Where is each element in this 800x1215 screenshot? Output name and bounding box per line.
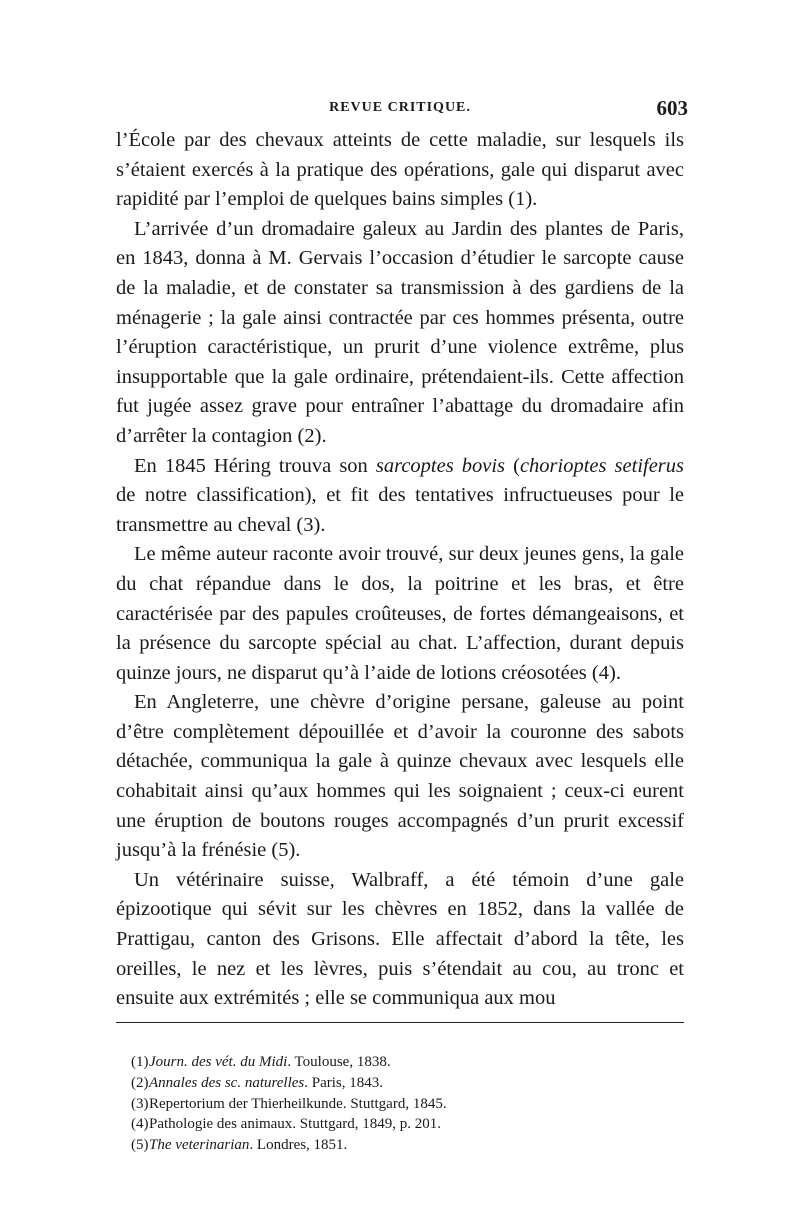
italic-term: sarcoptes bovis (375, 454, 506, 477)
footnote-text: . Paris, 1843. (304, 1074, 384, 1091)
footnote-text: Pathologie des animaux. Stuttgard, 1849, p. 201. (149, 1116, 442, 1133)
footnote-text: . Toulouse, 1838. (287, 1054, 391, 1070)
footnote-title: Annales des sc. naturelles (149, 1074, 305, 1091)
footnote-number: (2) (131, 1074, 149, 1091)
footnote (131, 1052, 684, 1073)
italic-term: chorioptes setiferus (519, 454, 685, 477)
footnote-text: Repertorium der Thierheilkunde. Stuttgard, 1845. (149, 1095, 447, 1112)
body-text (116, 126, 684, 1014)
footnote (131, 1073, 684, 1094)
paragraph-text: Un vétérinaire suisse, Walbraff, a été témoin d’une gale épizootique qui sévit sur les chèvres en 1852, dans la vallée de Prattigau, canton des Grisons. Elle affectait d’abord la tête, les oreilles, le nez et les lèvres, puis s’étendait au cou, au tronc et ensuite aux extrémités ; elle se communiqua aux mou (116, 868, 684, 1010)
paragraph-text: l’École par des chevaux atteints de cette maladie, sur lesquels ils s’étaient exercés à la pratique des opérations, gale qui disparut avec rapidité par l’emploi de quelques bains simples (1). (116, 129, 684, 211)
paragraph (116, 215, 684, 452)
footnotes (131, 1052, 684, 1156)
paragraph (116, 540, 684, 688)
paragraph (116, 688, 684, 866)
page-number: 603 (656, 96, 688, 120)
footnote-title: Journ. des vét. du Midi (149, 1054, 288, 1070)
footnote-number: (1) (131, 1054, 149, 1070)
footnote-separator (116, 1022, 684, 1023)
paragraph (116, 866, 684, 1014)
paragraph-text: de notre classification), et fit des tentatives infructueuses pour le transmettre au cheval (3). (116, 484, 684, 536)
paragraph-text: ( (505, 454, 520, 477)
running-title: REVUE CRITIQUE. (329, 100, 471, 115)
footnote-number: (3) (131, 1095, 149, 1112)
footnote (131, 1114, 684, 1135)
paragraph (116, 126, 684, 215)
footnote-text: . Londres, 1851. (249, 1137, 348, 1154)
paragraph-text: Le même auteur raconte avoir trouvé, sur deux jeunes gens, la gale du chat répandue dans le dos, la poitrine et les bras, et être caractérisée par des papules croûteuses, de fortes démangeaisons, et la présence du sarcopte spécial au chat. L’affection, durant depuis quinze jours, ne disparut qu’à l’aide de lotions créosotées (4). (116, 543, 684, 684)
paragraph-text: L’arrivée d’un dromadaire galeux au Jardin des plantes de Paris, en 1843, donna à M. Gervais l’occasion d’étudier le sarcopte cause de la maladie, et de constater sa transmission à des gardiens de la ménagerie ; la gale ainsi contractée par ces hommes présenta, outre l’éruption caractéristique, un prurit d’une violence extrême, plus insupportable que la gale ordinaire, prétendaient-ils. Cette affection fut jugée assez grave pour entraîner l’abattage du dromadaire afin d’arrêter la contagion (2). (116, 217, 684, 447)
paragraph (116, 452, 684, 541)
running-head (116, 96, 688, 124)
paragraph-text: En 1845 Héring trouva son (134, 454, 376, 477)
footnote-number: (5) (131, 1137, 149, 1154)
footnote (131, 1135, 684, 1156)
paragraph-text: En Angleterre, une chèvre d’origine persane, galeuse au point d’être complètement dépouillée et d’avoir la couronne des sabots détachée, communiqua la gale à quinze chevaux avec lesquels elle cohabitait ainsi qu’aux hommes qui les soignaient ; ceux-ci eurent une éruption de boutons rouges accompagnés d’un prurit excessif jusqu’à la frénésie (5). (116, 691, 684, 862)
footnote-number: (4) (131, 1116, 149, 1133)
footnote-title: The veterinarian (149, 1137, 250, 1154)
footnote (131, 1094, 684, 1115)
